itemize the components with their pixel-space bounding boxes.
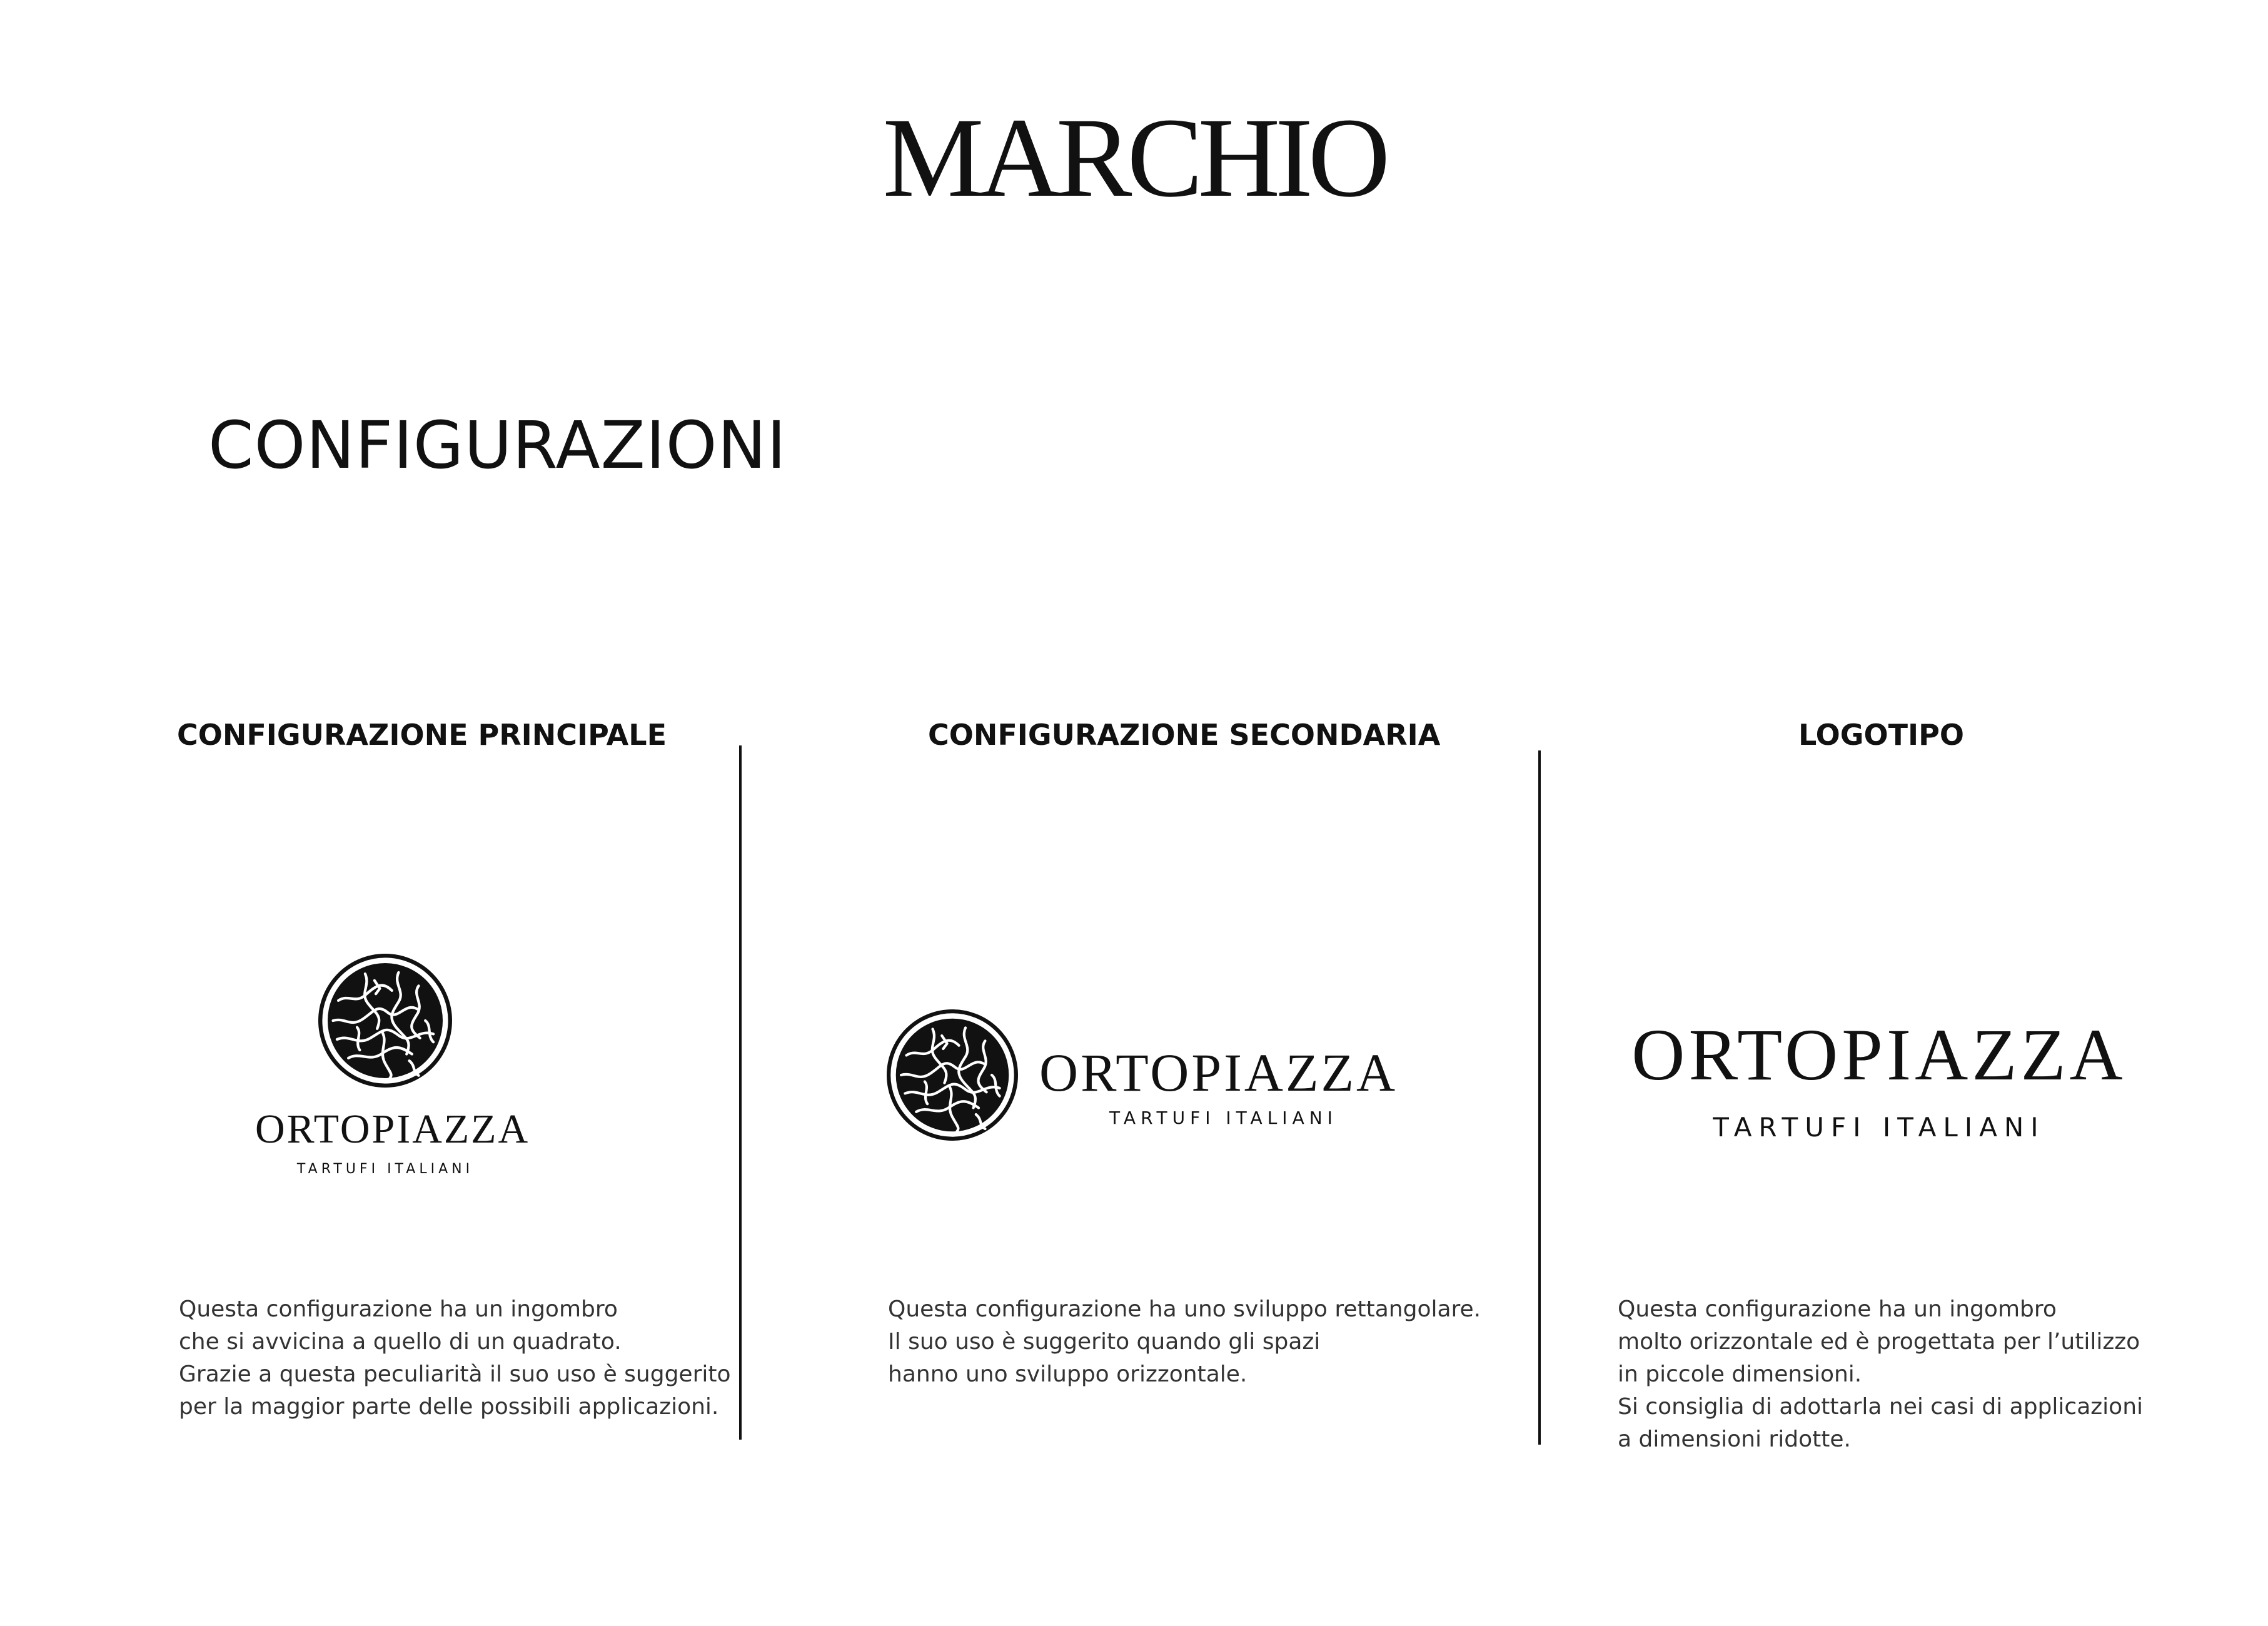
description-line: che si avvicina a quello di un quadrato. (179, 1329, 622, 1355)
brand-wordmark: ORTOPIAZZA (255, 1106, 530, 1152)
description-line: a dimensioni ridotte. (1618, 1427, 1851, 1452)
description-line: hanno uno sviluppo orizzontale. (888, 1361, 1247, 1387)
truffle-emblem-icon (887, 1009, 1018, 1141)
description-line: Questa configurazione ha un ingombro (1618, 1296, 2057, 1322)
description-line: Grazie a questa peculiarità il suo uso è suggerito (179, 1361, 731, 1387)
logo-logotype (1613, 1014, 2145, 1143)
brand-tagline: TARTUFI ITALIANI (1713, 1112, 2045, 1143)
truffle-emblem-icon (318, 954, 452, 1088)
description-line: per la maggior parte delle possibili applicazioni. (179, 1394, 719, 1420)
heading-logotype: LOGOTIPO (1798, 718, 1964, 752)
heading-primary-configuration: CONFIGURAZIONE PRINCIPALE (177, 718, 667, 752)
brand-wordmark: ORTOPIAZZA (1631, 1014, 2127, 1096)
page-title: MARCHIO (882, 95, 1386, 221)
brand-tagline: TARTUFI ITALIANI (1109, 1108, 1338, 1128)
description-logotype (1618, 1293, 2143, 1456)
brand-wordmark: ORTOPIAZZA (1039, 1043, 1398, 1103)
brand-tagline: TARTUFI ITALIANI (296, 1161, 474, 1177)
description-line: Il suo uso è suggerito quando gli spazi (888, 1329, 1321, 1355)
description-line: Si consiglia di adottarla nei casi di applicazioni (1618, 1394, 2144, 1420)
column-divider-left (739, 745, 742, 1440)
description-line: molto orizzontale ed è progettata per l’utilizzo (1618, 1329, 2140, 1355)
logo-primary-configuration (255, 954, 530, 1177)
description-line: Questa configurazione ha uno sviluppo rettangolare. (888, 1296, 1481, 1322)
column-divider-right (1538, 750, 1541, 1445)
logo-secondary-configuration (887, 1009, 1418, 1142)
description-primary-configuration (179, 1293, 731, 1423)
description-line: in piccole dimensioni. (1618, 1361, 1862, 1387)
description-line: Questa configurazione ha un ingombro (179, 1296, 618, 1322)
description-secondary-configuration (888, 1293, 1481, 1391)
section-title: CONFIGURAZIONI (208, 407, 787, 483)
heading-secondary-configuration: CONFIGURAZIONE SECONDARIA (928, 718, 1441, 752)
